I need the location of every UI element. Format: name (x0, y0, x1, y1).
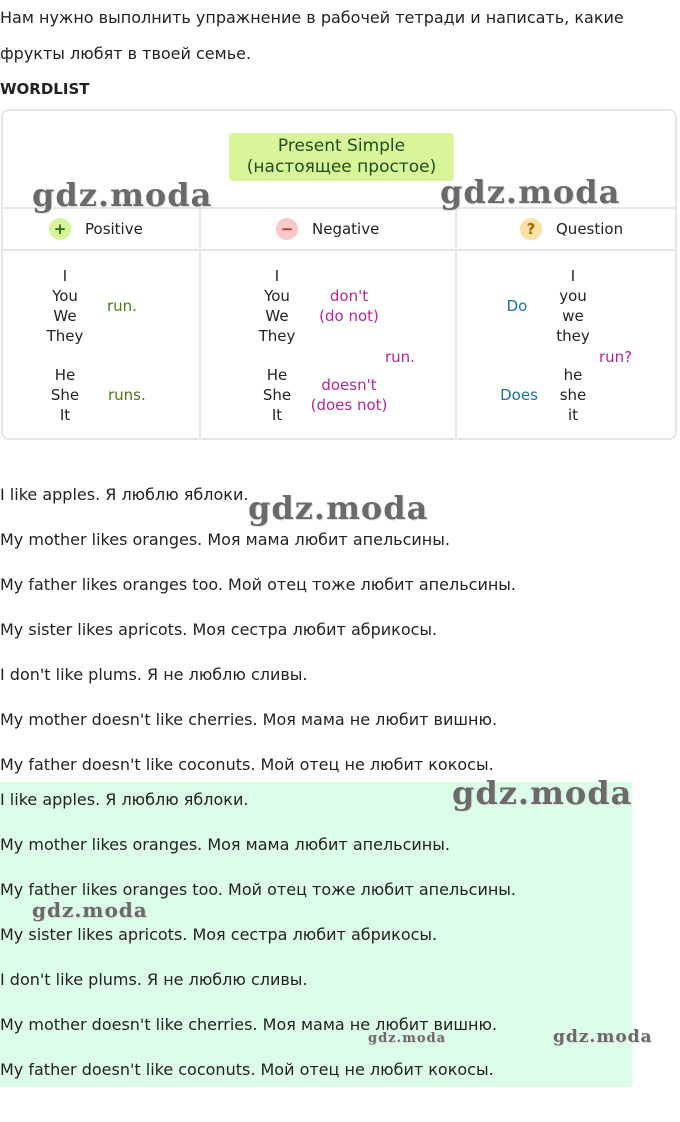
pronoun: we (562, 307, 584, 325)
highlighted-sentence: My father doesn't like coconuts. Мой отец не любит кокосы. (0, 1060, 494, 1079)
aux-plural-full: (do not) (319, 307, 379, 325)
present-simple-table (1, 109, 677, 440)
header-question (520, 209, 623, 249)
pronoun: it (567, 406, 579, 424)
pronoun: She (50, 386, 80, 404)
answer-sentence: I like apples. Я люблю яблоки. (0, 485, 249, 504)
watermark: gdz.moda (553, 1027, 653, 1047)
column-divider (199, 207, 201, 440)
badge-subtitle: (настоящее простое) (246, 157, 437, 177)
pronoun: He (54, 366, 76, 384)
pronoun: He (266, 366, 288, 384)
aux-singular: doesn't (321, 376, 377, 394)
intro-line-1: Нам нужно выполнить упражнение в рабочей тетради и написать, какие (0, 8, 624, 27)
highlighted-sentence: My mother doesn't like cherries. Моя мама не любит вишню. (0, 1015, 498, 1034)
header-question-label: Question (556, 220, 624, 238)
present-simple-badge (229, 133, 454, 181)
pronoun: They (46, 327, 84, 345)
highlighted-sentence: My mother likes oranges. Моя мама любит апельсины. (0, 835, 450, 854)
watermark: gdz.moda (32, 176, 213, 214)
header-negative-label: Negative (312, 220, 380, 238)
header-positive (49, 209, 143, 249)
watermark: gdz.moda (32, 898, 148, 922)
pronoun: She (262, 386, 292, 404)
pronoun: he (563, 366, 583, 384)
wordlist-heading: WORDLIST (0, 80, 90, 98)
pronoun: they (556, 327, 590, 345)
answer-sentence: My father likes oranges too. Мой отец тоже любит апельсины. (0, 575, 517, 594)
plus-icon: + (49, 218, 71, 240)
minus-icon: − (276, 218, 298, 240)
watermark: gdz.moda (368, 1031, 447, 1046)
verb: run. (385, 348, 415, 366)
answer-sentence: My sister likes apricots. Моя сестра любит абрикосы. (0, 620, 438, 639)
pronoun: We (53, 307, 77, 325)
verb-singular: runs. (108, 386, 146, 404)
pronoun: It (271, 406, 283, 424)
pronoun: You (52, 287, 78, 305)
verb: run? (599, 348, 633, 366)
header-negative (276, 209, 379, 249)
pronoun: We (265, 307, 289, 325)
pronoun: You (264, 287, 290, 305)
badge-title: Present Simple (277, 136, 406, 156)
answer-sentence: I don't like plums. Я не люблю сливы. (0, 665, 308, 684)
header-positive-label: Positive (85, 220, 143, 238)
pronoun: you (559, 287, 587, 305)
aux-plural: Do (506, 297, 528, 315)
pronoun: she (559, 386, 587, 404)
aux-singular: Does (500, 386, 538, 404)
highlighted-sentence: I don't like plums. Я не люблю сливы. (0, 970, 308, 989)
pronoun: I (570, 267, 576, 285)
pronoun: I (274, 267, 280, 285)
watermark: gdz.moda (452, 774, 633, 812)
answer-sentence: My mother likes oranges. Моя мама любит апельсины. (0, 530, 450, 549)
verb-plural: run. (107, 297, 137, 315)
highlighted-sentence: My sister likes apricots. Моя сестра любит абрикосы. (0, 925, 438, 944)
highlighted-sentence: My father likes oranges too. Мой отец тоже любит апельсины. (0, 880, 517, 899)
answer-sentence: My mother doesn't like cherries. Моя мама не любит вишню. (0, 710, 498, 729)
answer-sentence: My father doesn't like coconuts. Мой отец не любит кокосы. (0, 755, 494, 774)
pronoun: I (62, 267, 68, 285)
question-icon: ? (520, 218, 542, 240)
watermark: gdz.moda (248, 489, 429, 527)
pronoun: It (59, 406, 71, 424)
highlighted-sentence: I like apples. Я люблю яблоки. (0, 790, 249, 809)
column-divider (455, 207, 457, 440)
watermark: gdz.moda (440, 173, 621, 211)
pronoun: They (258, 327, 296, 345)
intro-line-2: фрукты любят в твоей семье. (0, 44, 252, 63)
aux-singular-full: (does not) (310, 396, 388, 414)
aux-plural: don't (329, 287, 369, 305)
